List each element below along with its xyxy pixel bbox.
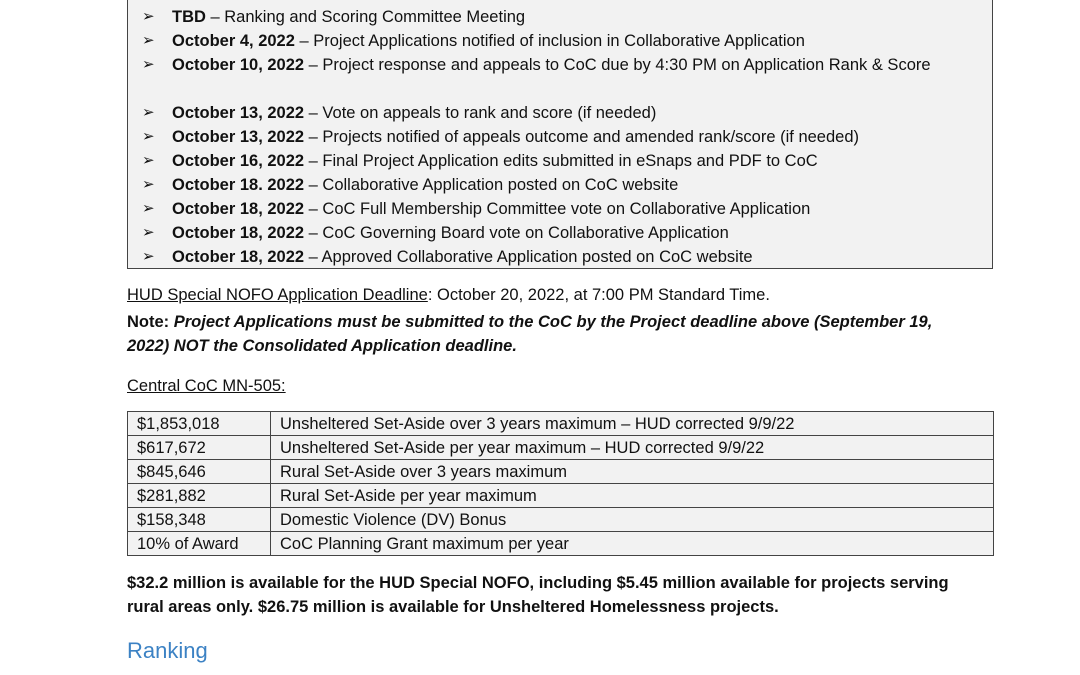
- timeline-text: – Vote on appeals to rank and score (if needed): [304, 104, 657, 122]
- timeline-item: [142, 53, 962, 77]
- note-text: Project Applications must be submitted to the CoC by the Project deadline above (September 19, 2022) NOT the Consolidated Application deadline.: [127, 313, 933, 355]
- timeline-date: October 13, 2022: [172, 104, 305, 122]
- section-label: Central CoC MN-505:: [127, 377, 286, 395]
- timeline-item: [142, 101, 962, 125]
- timeline-item: [142, 125, 962, 149]
- timeline-date: October 18, 2022: [172, 248, 305, 266]
- deadline-value: : October 20, 2022, at 7:00 PM Standard Time.: [427, 286, 770, 304]
- timeline-item: [142, 197, 962, 221]
- amount-cell: $845,646: [128, 460, 271, 484]
- arrow-bullet-icon: ➢: [142, 176, 155, 193]
- timeline-date: October 10, 2022: [172, 56, 305, 74]
- timeline-item: [142, 29, 962, 53]
- amount-cell: $1,853,018: [128, 412, 271, 436]
- timeline-text: – Projects notified of appeals outcome and amended rank/score (if needed): [304, 128, 859, 146]
- timeline-date: October 13, 2022: [172, 128, 305, 146]
- arrow-bullet-icon: ➢: [142, 104, 155, 121]
- table-row: [128, 484, 994, 508]
- amount-cell: $281,882: [128, 484, 271, 508]
- timeline-text: – Project response and appeals to CoC due by 4:30 PM on Application Rank & Score: [304, 56, 931, 74]
- arrow-bullet-icon: ➢: [142, 224, 155, 241]
- description-cell: Rural Set-Aside over 3 years maximum: [271, 460, 994, 484]
- timeline-date: October 18, 2022: [172, 200, 305, 218]
- description-cell: Unsheltered Set-Aside over 3 years maximum – HUD corrected 9/9/22: [271, 412, 994, 436]
- timeline-date: October 18. 2022: [172, 176, 305, 194]
- arrow-bullet-icon: ➢: [142, 200, 155, 217]
- timeline-text: – CoC Full Membership Committee vote on Collaborative Application: [304, 200, 811, 218]
- timeline-text: – Final Project Application edits submitted in eSnaps and PDF to CoC: [304, 152, 818, 170]
- deadline-label: HUD Special NOFO Application Deadline: [127, 286, 428, 304]
- timeline-item: [142, 5, 962, 29]
- timeline-item: [142, 221, 962, 245]
- timeline-item: [142, 149, 962, 173]
- timeline-text: – Project Applications notified of inclusion in Collaborative Application: [294, 32, 805, 50]
- amount-cell: 10% of Award: [128, 532, 271, 556]
- table-row: [128, 460, 994, 484]
- timeline-text: – CoC Governing Board vote on Collaborative Application: [304, 224, 729, 242]
- table-row: [128, 412, 994, 436]
- amount-cell: $158,348: [128, 508, 271, 532]
- description-cell: CoC Planning Grant maximum per year: [271, 532, 994, 556]
- deadline-line: [127, 283, 987, 307]
- arrow-bullet-icon: ➢: [142, 152, 155, 169]
- timeline-date: October 4, 2022: [172, 32, 295, 50]
- description-cell: Domestic Violence (DV) Bonus: [271, 508, 994, 532]
- arrow-bullet-icon: ➢: [142, 56, 155, 73]
- timeline-date: October 16, 2022: [172, 152, 305, 170]
- description-cell: Unsheltered Set-Aside per year maximum – HUD corrected 9/9/22: [271, 436, 994, 460]
- arrow-bullet-icon: ➢: [142, 128, 155, 145]
- timeline-text: – Collaborative Application posted on CoC website: [304, 176, 679, 194]
- timeline-item: [142, 245, 962, 269]
- timeline-item: [142, 173, 962, 197]
- arrow-bullet-icon: ➢: [142, 8, 155, 25]
- table-row: [128, 508, 994, 532]
- note-paragraph: [127, 310, 947, 358]
- description-cell: Rural Set-Aside per year maximum: [271, 484, 994, 508]
- table-row: [128, 532, 994, 556]
- table-row: [128, 436, 994, 460]
- funds-table: [127, 411, 994, 556]
- timeline-date: TBD: [172, 8, 206, 26]
- timeline-text: – Ranking and Scoring Committee Meeting: [205, 8, 526, 26]
- timeline-text: – Approved Collaborative Application posted on CoC website: [304, 248, 753, 266]
- section-heading: Ranking: [127, 638, 208, 663]
- timeline-date: October 18, 2022: [172, 224, 305, 242]
- note-label: Note:: [127, 313, 170, 331]
- amount-cell: $617,672: [128, 436, 271, 460]
- summary-paragraph: $32.2 million is available for the HUD Special NOFO, including $5.45 million available for projects serving rural areas only. $26.75 million is available for Unsheltered Homelessness projects.: [127, 574, 949, 616]
- timeline-box: [127, 0, 993, 269]
- arrow-bullet-icon: ➢: [142, 32, 155, 49]
- arrow-bullet-icon: ➢: [142, 248, 155, 265]
